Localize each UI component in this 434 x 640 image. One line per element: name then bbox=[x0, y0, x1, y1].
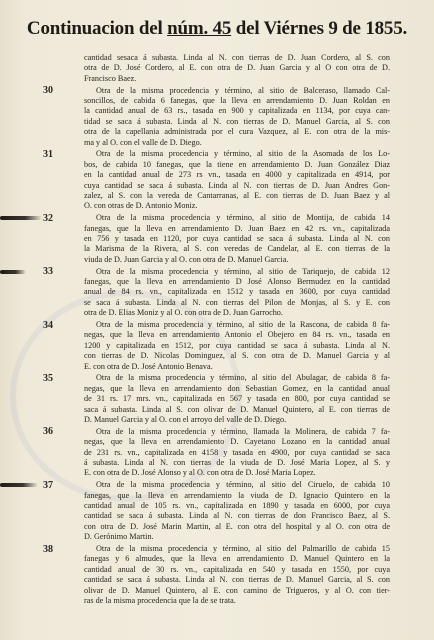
margin-ink-mark bbox=[0, 216, 42, 220]
text-line: negas, que la lleva en arrendamiento don Sebastian Gomez, en la cantidad anual bbox=[84, 383, 390, 393]
text-line: olivar de D. Manuel Quintero, al E. con camino de Trigueros, y al O. con tier- bbox=[84, 585, 390, 595]
lot-number: 33 bbox=[43, 266, 53, 278]
text-line: en la cantidad anual de 273 rs vn., tasada en 4000 y capitalizada en 4914, por bbox=[84, 170, 390, 180]
text-line: ras de la misma procedencia que la de se trata. bbox=[84, 596, 236, 605]
text-line: fanegas, que la lleva en arrendamiento la viuda de D. Ignacio Quintero en la bbox=[84, 490, 390, 500]
text-line: con tierras de D. Nicolas Dominguez, al S. con otra de D. Manuel Garcia y al bbox=[84, 351, 390, 361]
text-line: se saca á subasta. Linda al N. con tierras del Pilon de Monjas, al S. y E. con bbox=[84, 297, 390, 307]
text-line: Otra de la misma procedencia y término, al sitio de la Rascona, de cabida 8 fa- bbox=[96, 320, 390, 329]
lot-number: 32 bbox=[43, 212, 53, 224]
text-line: Otra de la misma procedencia y término, llamada la Molinera, de cabida 7 fa- bbox=[96, 426, 390, 436]
lot-number: 30 bbox=[43, 85, 53, 97]
text-line: bos, de cabida 10 fanegas, que la tiene en arrendamiento D. Juan González Diaz bbox=[84, 159, 390, 169]
text-line: Otra de la misma procedencia y término, al sitio del Palmarillo de cabida 15 bbox=[96, 544, 390, 553]
lot-number: 37 bbox=[43, 479, 53, 491]
text-line: cantidad anual de 30 rs. vn., capitalizada en 540 y tasada en 1550, por cuya bbox=[84, 564, 390, 574]
text-line: negas, que la lleva en arrendamiento Antonio el Obejero en 84 rs. vn., tasada en bbox=[84, 330, 390, 340]
text-line: E. con otra de D. José Alonso y al O. con otra de D. José Maria Lopez. bbox=[84, 468, 316, 478]
header-prefix: Continuacion del bbox=[26, 18, 168, 39]
text-line: otra de la capellania administrada por el cura Vazquez, al E. con otra de la mis- bbox=[84, 127, 390, 137]
text-line: tidad se saca á subasta. Linda al N. con tierras de D. Manuel Garcia, al S. con bbox=[84, 116, 390, 126]
text-line: soncillos, de cabida 6 fanegas, que la lleva en arrendamiento D. Juan Roldan en bbox=[84, 96, 390, 105]
text-line: otra de D. José Cordero, al E. con otra de D. Juan Garcia y al O con otra de D. bbox=[84, 63, 390, 73]
lot-number: 31 bbox=[43, 148, 53, 160]
text-line: á subasta. Linda al N. con tierras de la viuda de D. José Maria Lopez, al S. y bbox=[84, 458, 390, 467]
header-suffix: del Viérnes 9 de 1855. bbox=[231, 18, 408, 39]
text-line: de 231 rs. vn., capitalizada en 4158 y tasada en 4900, por cuya cantidad se saca bbox=[84, 447, 390, 457]
text-line: otra de D. Elias Moniz y al O. con otra de D. Juan Garrocho. bbox=[84, 308, 283, 318]
text-line: 1200 y capitalizada en 1512, por cuya cantidad se saca á subasta. Linda al N. bbox=[84, 340, 390, 350]
page-header bbox=[0, 18, 434, 40]
text-line: con otra de D. José Marin Martin, al E. con otra del hospital y al O. con otra de bbox=[84, 521, 390, 531]
text-line: Otra de la misma procedencia y término, al sitio de Montija, de cabida 14 bbox=[96, 213, 390, 223]
text-line: cantidad se saca á subasta. Linda al N. con tierras de D. Manuel Garcia, al S. con bbox=[84, 575, 390, 585]
text-line: Otra de la misma procedencia y término, al sitio de Balceraso, llamado Cal- bbox=[96, 85, 390, 95]
text-line: fanegas y 6 almudes, que la lleva en arrendamiento D. Manuel Quintero en la bbox=[84, 554, 390, 564]
text-line: en 756 y tasada en 1120, por cuya cantidad se saca á subasta. Linda al N. con bbox=[84, 234, 390, 243]
text-line: Otra de la misma procedencia y término, al sitio del Ciruelo, de cabida 10 bbox=[96, 480, 390, 490]
lot-number: 36 bbox=[43, 426, 53, 438]
text-line: zalez, al S. con la vereda de Cantarranas, al E. con tierras de D. Juan Baez y al bbox=[84, 191, 390, 200]
text-line: D. Manuel Garcia y al O. con el arroyo del valle de D. Diego. bbox=[84, 415, 287, 424]
text-line: la Marisma de la Rivera, al S. con veredas de Candelar, al E. con tierras de la bbox=[84, 244, 390, 254]
text-line: Francisco Baez. bbox=[84, 73, 137, 83]
text-line: la cantidad anual de 63 rs., tasada en 900 y capitalizada en 1134, por cuya can- bbox=[84, 106, 390, 116]
text-line: ma y al O. con el valle de D. Diego. bbox=[84, 137, 202, 147]
text-line: Otra de la misma procedencia y término, al sitio del Abulagar, de cabida 8 fa- bbox=[96, 373, 390, 383]
text-line: de 31 rs. 17 mrs. vn., capitalizada en 567 y tasada en 800, por cuya cantidad se bbox=[84, 394, 390, 404]
text-line: cantidad anual de 105 rs. vn., capitalizada en 1890 y tasada en 6000, por cuya bbox=[84, 501, 390, 510]
margin-ink-mark bbox=[0, 483, 38, 487]
lot-number: 35 bbox=[43, 372, 53, 384]
text-line: O. con otras de D. Antonio Moniz. bbox=[84, 201, 198, 211]
lot-number: 34 bbox=[43, 319, 53, 331]
text-line: viuda de D. Juan Garcia y al O. con otra de D. Manuel Garcia. bbox=[84, 254, 289, 264]
text-line: Otra de la misma procedencia y término, al sitio de la Asomada de los Lo- bbox=[96, 149, 390, 159]
lot-number: 38 bbox=[43, 543, 53, 555]
text-line: saca á subasta. Linda al S. con olivar de D. Manuel Quintero, al E. con tierras de bbox=[84, 404, 390, 414]
text-line: fanegas, que la lleva en arrendamiento D. Juan Baez en 42 rs. vn., capitalizada bbox=[84, 223, 390, 233]
margin-ink-mark bbox=[0, 270, 26, 274]
text-line: D. Gerónimo Martin. bbox=[84, 532, 154, 542]
text-line: anual de 84 rs. vn., capitalizada en 1512 y tasada en 3600, por cuya cantidad bbox=[84, 287, 390, 297]
text-line: cantidad se saca á subasta. Linda al N. con tierras de don Francisco Baez, al S. bbox=[84, 511, 390, 521]
text-line: cantidad sesaca á subasta. Linda al N. con tierras de D. Juan Cordero, al S. con bbox=[84, 53, 390, 62]
text-line: fanegas, que la lleva en arrendamiento D José Alonso Bermudez en la cantidad bbox=[84, 277, 390, 286]
text-line: negas, que la lleva en arrendamiento D. Cayetano Lozano en la cantidad anual bbox=[84, 437, 390, 447]
text-line: E. con otra de D. José Antonio Benava. bbox=[84, 361, 213, 371]
header-issue-number: núm. 45 bbox=[167, 18, 232, 39]
text-line: cuya cantidad se saca á subasta. Linda al N. con tierras de D. Juan Andres Gon- bbox=[84, 180, 390, 190]
text-line: Otra de la misma procedencia y término, al sitio de Tariquejo, de cabida 12 bbox=[96, 266, 390, 276]
